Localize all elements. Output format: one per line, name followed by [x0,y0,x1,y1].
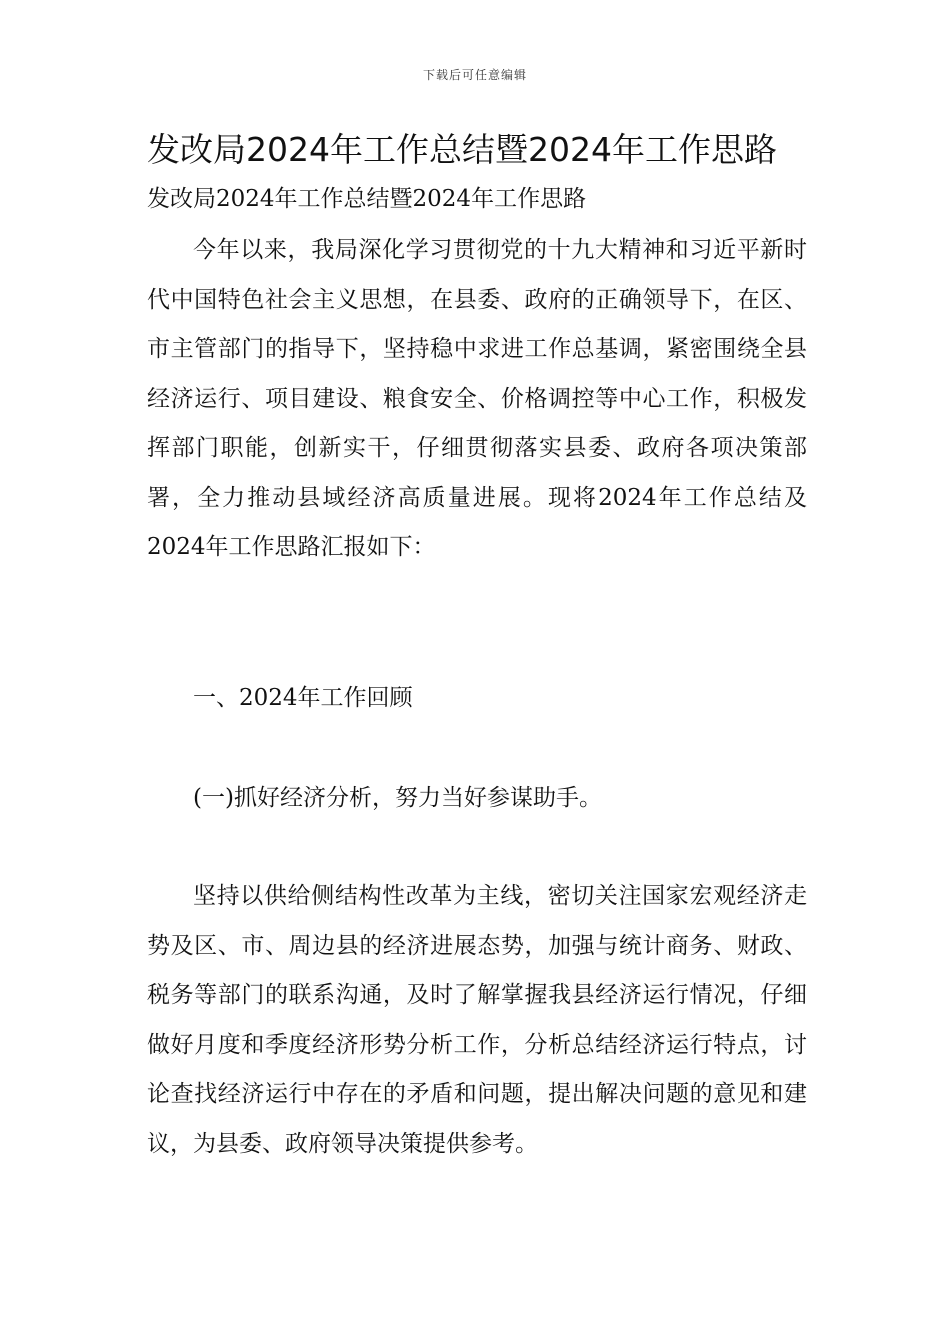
intro-paragraph: 今年以来，我局深化学习贯彻党的十九大精神和习近平新时代中国特色社会主义思想，在县委、政府的正确领导下，在区、市主管部门的指导下，坚持稳中求进工作总基调，紧密围绕全县经济运行、项目建设、粮食安全、价格调控等中心工作，积极发挥部门职能，创新实干，仔细贯彻落实县委、政府各项决策部署，全力推动县域经济高质量进展。现将2024年工作总结及2024年工作思路汇报如下： [147,237,807,560]
subsection-heading: (一)抓好经济分析，努力当好参谋助手。 [193,785,602,811]
body-paragraph: 坚持以供给侧结构性改革为主线，密切关注国家宏观经济走势及区、市、周边县的经济进展态势，加强与统计商务、财政、税务等部门的联系沟通，及时了解掌握我县经济运行情况，仔细做好月度和季度经济形势分析工作，分析总结经济运行特点，讨论查找经济运行中存在的矛盾和问题，提出解决问题的意见和建议，为县委、政府领导决策提供参考。 [147,883,807,1157]
document-title: 发改局2024年工作总结暨2024年工作思路 [147,130,777,169]
header-note: 下载后可任意编辑 [422,68,527,82]
document-subtitle: 发改局2024年工作总结暨2024年工作思路 [147,186,587,212]
section-heading: 一、2024年工作回顾 [193,685,413,711]
